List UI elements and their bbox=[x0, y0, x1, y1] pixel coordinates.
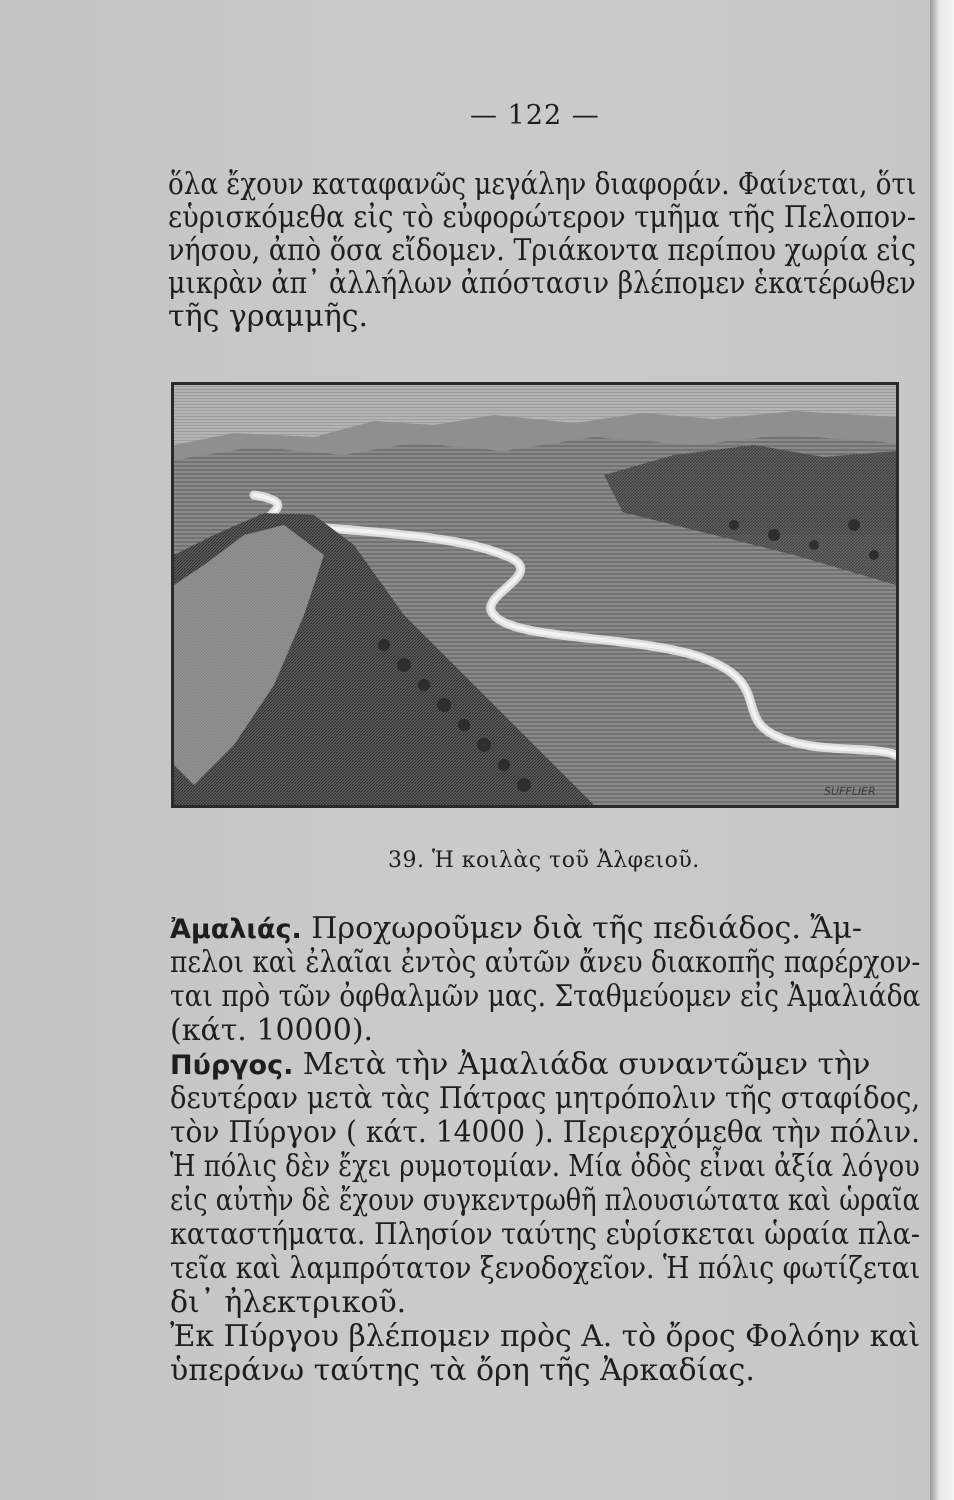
section-heading-amalias: Ἀμαλιάς. bbox=[170, 914, 302, 945]
body-line: καταστήματα. Πλησίον ταύτης εὑρίσκεται ὡραία πλα- bbox=[170, 1217, 921, 1252]
section-heading-pyrgos: Πύργος. bbox=[170, 1050, 294, 1081]
body-line: τὸν Πύργον ( κάτ. 14000 ). Περιερχόμεθα τὴν πόλιν. bbox=[170, 1115, 921, 1150]
body-line: Ἀμαλιάς. Προχωροῦμεν διὰ τῆς πεδιάδος. Ἄμ- bbox=[170, 911, 863, 946]
body-line: Ἐκ Πύργου βλέπομεν πρὸς Α. τὸ ὄρος Φολόην καὶ bbox=[170, 1319, 921, 1354]
body-line: δι᾽ ἠλεκτρικοῦ. bbox=[170, 1285, 407, 1320]
intro-line: τῆς γραμμῆς. bbox=[168, 299, 369, 334]
intro-line: εὑρισκόμεθα εἰς τὸ εὐφορώτερον τμῆμα τῆς Πελοπον- bbox=[168, 200, 916, 235]
body-line: τεῖα καὶ λαμπρότατον ξενοδοχεῖον. Ἡ πόλις φωτίζεται bbox=[170, 1251, 921, 1286]
intro-line: ὅλα ἔχουν καταφανῶς μεγάλην διαφοράν. Φαίνεται, ὅτι bbox=[168, 167, 917, 202]
body-line: (κάτ. 10000). bbox=[170, 1013, 374, 1048]
body-line: πελοι καὶ ἐλαῖαι ἐντὸς αὐτῶν ἄνευ διακοπῆς παρέρχον- bbox=[170, 945, 921, 980]
intro-line: μικρὰν ἀπ᾽ ἀλλήλων ἀπόστασιν βλέπομεν ἑκατέρωθεν bbox=[168, 266, 916, 301]
body-line: εἰς αὐτὴν δὲ ἔχουν συγκεντρωθῆ πλουσιώτατα καὶ ὡραῖα bbox=[170, 1183, 920, 1218]
body-line: ὑπεράνω ταύτης τὰ ὄρη τῆς Ἀρκαδίας. bbox=[170, 1353, 755, 1388]
body-line: ται πρὸ τῶν ὀφθαλμῶν μας. Σταθμεύομεν εἰς Ἀμαλιάδα bbox=[170, 979, 921, 1014]
body-line: Ἡ πόλις δὲν ἔχει ρυμοτομίαν. Μία ὁδὸς εἶναι ἀξία λόγου bbox=[170, 1149, 920, 1184]
river-valley-illustration bbox=[171, 382, 899, 808]
book-spine-edge bbox=[930, 0, 954, 1500]
body-line: δευτέραν μετὰ τὰς Πάτρας μητρόπολιν τῆς σταφίδος, bbox=[170, 1081, 921, 1116]
svg-text:SUFFLIER: SUFFLIER bbox=[824, 785, 876, 798]
figure-caption: 39. Ἡ κοιλὰς τοῦ Ἀλφειοῦ. bbox=[388, 848, 700, 873]
page-number: — 122 — bbox=[470, 100, 600, 131]
body-line: Πύργος. Μετὰ τὴν Ἀμαλιάδα συναντῶμεν τὴν bbox=[170, 1047, 871, 1082]
intro-line: νήσου, ἀπὸ ὅσα εἴδομεν. Τριάκοντα περίπου χωρία εἰς bbox=[168, 233, 916, 268]
